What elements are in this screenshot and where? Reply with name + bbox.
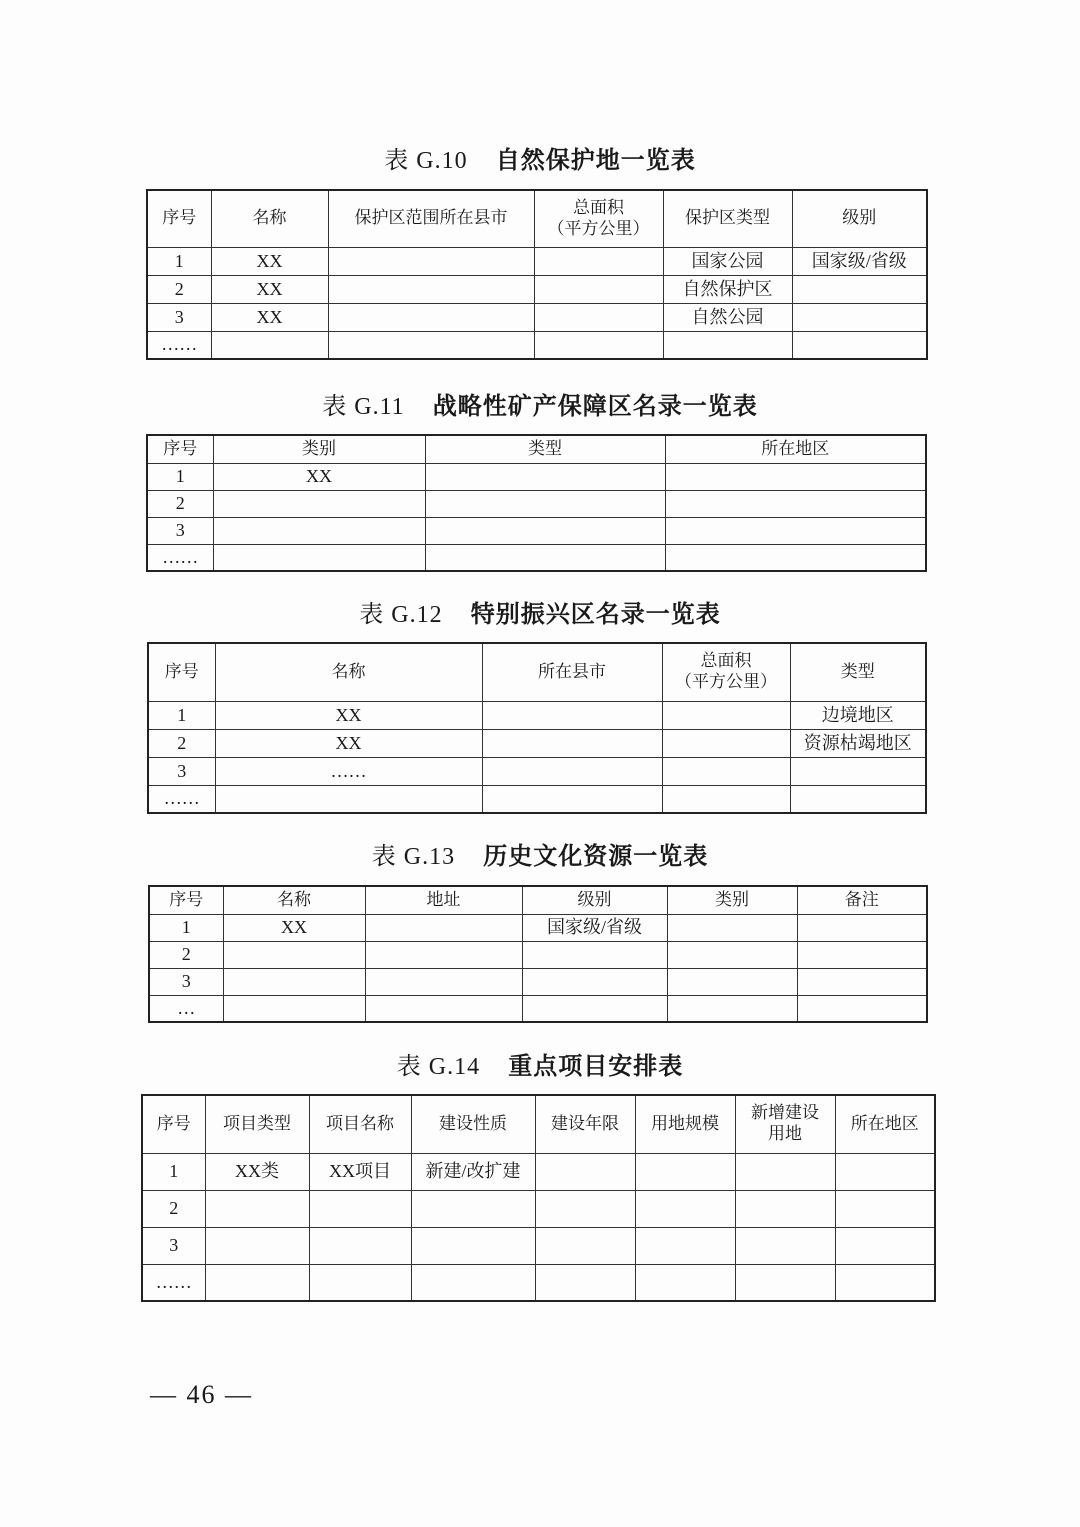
header-line: 总面积: [700, 651, 752, 672]
table-cell: 资源枯竭地区: [790, 729, 926, 757]
table-cell: [309, 1190, 411, 1227]
table-cell: 自然公园: [663, 303, 792, 331]
table-g10-title: 自然保护地一览表: [495, 146, 696, 174]
header-cell: 序号: [147, 190, 211, 247]
table-cell: [223, 941, 365, 968]
header-cell: [735, 1095, 835, 1153]
table-row: [147, 247, 927, 275]
table-cell: [662, 701, 790, 729]
table-cell: [735, 1227, 835, 1264]
table-cell: 新建/改扩建: [411, 1153, 535, 1190]
header-cell: 序号: [148, 643, 215, 701]
table-cell: [665, 490, 926, 517]
table-cell: [635, 1190, 735, 1227]
table-cell: [665, 517, 926, 544]
table-cell: [365, 968, 522, 995]
header-line: （平方公里）: [675, 672, 777, 693]
table-cell: [522, 968, 667, 995]
table-cell: [735, 1153, 835, 1190]
table-row: [147, 517, 926, 544]
table-row: [142, 1227, 935, 1264]
table-cell: [835, 1227, 935, 1264]
table-cell: [534, 247, 663, 275]
table-cell: [425, 544, 665, 571]
table-cell: XX: [215, 701, 482, 729]
page-number: — 46 —: [150, 1380, 253, 1409]
table-cell: 国家级/省级: [792, 247, 927, 275]
table-cell: ……: [215, 757, 482, 785]
table-cell: ……: [147, 331, 211, 359]
table-cell: 2: [148, 729, 215, 757]
table-cell: XX: [211, 247, 328, 275]
table-cell: 3: [147, 303, 211, 331]
header-cell: 所在地区: [835, 1095, 935, 1153]
table-header-row: [147, 190, 927, 247]
table-g14-title: 重点项目安排表: [508, 1052, 684, 1080]
table-row: [147, 490, 926, 517]
header-cell: 类别: [213, 435, 425, 463]
table-cell: [534, 303, 663, 331]
table-g12-number: 表 G.12: [359, 602, 443, 628]
table-cell: [662, 757, 790, 785]
table-cell: XX: [223, 914, 365, 941]
header-cell: 序号: [149, 886, 223, 914]
table-cell: [665, 463, 926, 490]
table-cell: [215, 785, 482, 813]
table-cell: [482, 701, 662, 729]
header-cell: 序号: [147, 435, 213, 463]
table-g11-caption: [0, 386, 1080, 421]
table-g10-caption: [0, 140, 1080, 175]
table-cell: [425, 463, 665, 490]
table-cell: 3: [148, 757, 215, 785]
table-cell: [213, 490, 425, 517]
header-cell: 所在县市: [482, 643, 662, 701]
table-cell: [205, 1227, 309, 1264]
header-cell: 用地规模: [635, 1095, 735, 1153]
table-g12-caption: [0, 594, 1080, 629]
table-cell: [665, 544, 926, 571]
table-cell: [411, 1190, 535, 1227]
table-cell: [735, 1264, 835, 1301]
table-cell: [522, 941, 667, 968]
table-cell: [535, 1190, 635, 1227]
table-row: [148, 701, 926, 729]
table-g14-caption: [0, 1046, 1080, 1081]
table-cell: [790, 757, 926, 785]
table-cell: [482, 785, 662, 813]
table-row: [149, 968, 927, 995]
header-line: 总面积: [573, 197, 624, 218]
table-row: [147, 544, 926, 571]
header-cell: 保护区范围所在县市: [328, 190, 534, 247]
table-cell: ……: [147, 544, 213, 571]
header-cell: [534, 190, 663, 247]
table-cell: [535, 1227, 635, 1264]
table-cell: 国家级/省级: [522, 914, 667, 941]
table-row: [147, 303, 927, 331]
table-cell: XX类: [205, 1153, 309, 1190]
table-g11-number: 表 G.11: [322, 394, 405, 420]
table-cell: ……: [142, 1264, 205, 1301]
table-row: [148, 757, 926, 785]
table-cell: [534, 331, 663, 359]
table-row: [142, 1264, 935, 1301]
header-cell: 类型: [425, 435, 665, 463]
table-cell: [213, 517, 425, 544]
header-cell: 类别: [667, 886, 797, 914]
header-cell: 保护区类型: [663, 190, 792, 247]
header-cell: 级别: [522, 886, 667, 914]
table-cell: [211, 331, 328, 359]
table-cell: [667, 941, 797, 968]
header-cell: 名称: [223, 886, 365, 914]
table-g14: [141, 1094, 936, 1302]
table-cell: [309, 1227, 411, 1264]
table-header-row: [149, 886, 927, 914]
table-row: [147, 463, 926, 490]
table-cell: 国家公园: [663, 247, 792, 275]
table-cell: 1: [147, 247, 211, 275]
table-cell: [635, 1264, 735, 1301]
table-g14-number: 表 G.14: [396, 1054, 481, 1080]
table-row: [149, 995, 927, 1022]
table-cell: [309, 1264, 411, 1301]
table-cell: [425, 490, 665, 517]
table-cell: [735, 1190, 835, 1227]
table-cell: [365, 941, 522, 968]
table-cell: [328, 275, 534, 303]
header-cell: 备注: [797, 886, 927, 914]
table-cell: [223, 968, 365, 995]
table-cell: [662, 785, 790, 813]
header-cell: [662, 643, 790, 701]
table-cell: 2: [147, 490, 213, 517]
table-cell: [522, 995, 667, 1022]
table-cell: [797, 914, 927, 941]
table-cell: [328, 303, 534, 331]
header-line: （平方公里）: [547, 218, 650, 239]
table-cell: 2: [147, 275, 211, 303]
header-cell: 类型: [790, 643, 926, 701]
header-cell: 名称: [211, 190, 328, 247]
table-cell: [790, 785, 926, 813]
table-cell: [425, 517, 665, 544]
table-header-row: [147, 435, 926, 463]
table-cell: 2: [149, 941, 223, 968]
table-cell: 3: [142, 1227, 205, 1264]
table-cell: [365, 995, 522, 1022]
table-cell: XX: [211, 275, 328, 303]
table-row: [148, 785, 926, 813]
table-row: [149, 914, 927, 941]
table-cell: [482, 729, 662, 757]
table-g13-title: 历史文化资源一览表: [483, 842, 709, 870]
table-cell: XX: [215, 729, 482, 757]
table-g11: [146, 434, 927, 572]
table-row: [149, 941, 927, 968]
table-cell: [365, 914, 522, 941]
table-cell: [792, 275, 927, 303]
table-cell: [328, 331, 534, 359]
table-cell: [797, 941, 927, 968]
header-cell: 项目类型: [205, 1095, 309, 1153]
header-cell: 地址: [365, 886, 522, 914]
table-cell: 1: [147, 463, 213, 490]
table-g10-number: 表 G.10: [384, 148, 468, 174]
table-cell: [667, 914, 797, 941]
table-cell: ……: [148, 785, 215, 813]
table-cell: [663, 331, 792, 359]
table-row: [142, 1190, 935, 1227]
table-cell: [205, 1190, 309, 1227]
table-cell: [328, 247, 534, 275]
table-g13-number: 表 G.13: [371, 844, 456, 870]
table-cell: [213, 544, 425, 571]
table-cell: 3: [149, 968, 223, 995]
table-cell: XX: [213, 463, 425, 490]
header-cell: 名称: [215, 643, 482, 701]
table-cell: [411, 1227, 535, 1264]
table-cell: [797, 968, 927, 995]
header-cell: 级别: [792, 190, 927, 247]
table-row: [147, 331, 927, 359]
header-cell: 建设年限: [535, 1095, 635, 1153]
header-line: 用地: [768, 1124, 802, 1145]
table-g13: [148, 885, 928, 1023]
table-g12-title: 特别振兴区名录一览表: [470, 600, 721, 628]
table-cell: [635, 1227, 735, 1264]
header-cell: 建设性质: [411, 1095, 535, 1153]
table-cell: 2: [142, 1190, 205, 1227]
table-cell: [797, 995, 927, 1022]
table-cell: 3: [147, 517, 213, 544]
header-cell: 所在地区: [665, 435, 926, 463]
table-cell: [667, 968, 797, 995]
table-cell: 1: [149, 914, 223, 941]
table-cell: [662, 729, 790, 757]
table-cell: [534, 275, 663, 303]
table-g12: [147, 642, 927, 814]
table-header-row: [142, 1095, 935, 1153]
table-g11-title: 战略性矿产保障区名录一览表: [432, 392, 758, 420]
table-cell: [792, 331, 927, 359]
table-row: [147, 275, 927, 303]
table-cell: [223, 995, 365, 1022]
table-cell: 自然保护区: [663, 275, 792, 303]
table-cell: 1: [142, 1153, 205, 1190]
table-cell: [667, 995, 797, 1022]
table-cell: [482, 757, 662, 785]
table-cell: [535, 1153, 635, 1190]
header-line: 新增建设: [751, 1103, 819, 1124]
table-cell: [205, 1264, 309, 1301]
table-cell: [411, 1264, 535, 1301]
table-cell: XX项目: [309, 1153, 411, 1190]
table-header-row: [148, 643, 926, 701]
table-row: [148, 729, 926, 757]
table-cell: XX: [211, 303, 328, 331]
table-cell: 边境地区: [790, 701, 926, 729]
table-cell: …: [149, 995, 223, 1022]
table-cell: [535, 1264, 635, 1301]
table-row: [142, 1153, 935, 1190]
table-cell: [635, 1153, 735, 1190]
table-cell: [835, 1153, 935, 1190]
table-cell: [835, 1190, 935, 1227]
header-cell: 项目名称: [309, 1095, 411, 1153]
table-cell: 1: [148, 701, 215, 729]
header-cell: 序号: [142, 1095, 205, 1153]
table-g13-caption: [0, 836, 1080, 871]
table-g10: [146, 189, 928, 360]
table-cell: [835, 1264, 935, 1301]
table-cell: [792, 303, 927, 331]
